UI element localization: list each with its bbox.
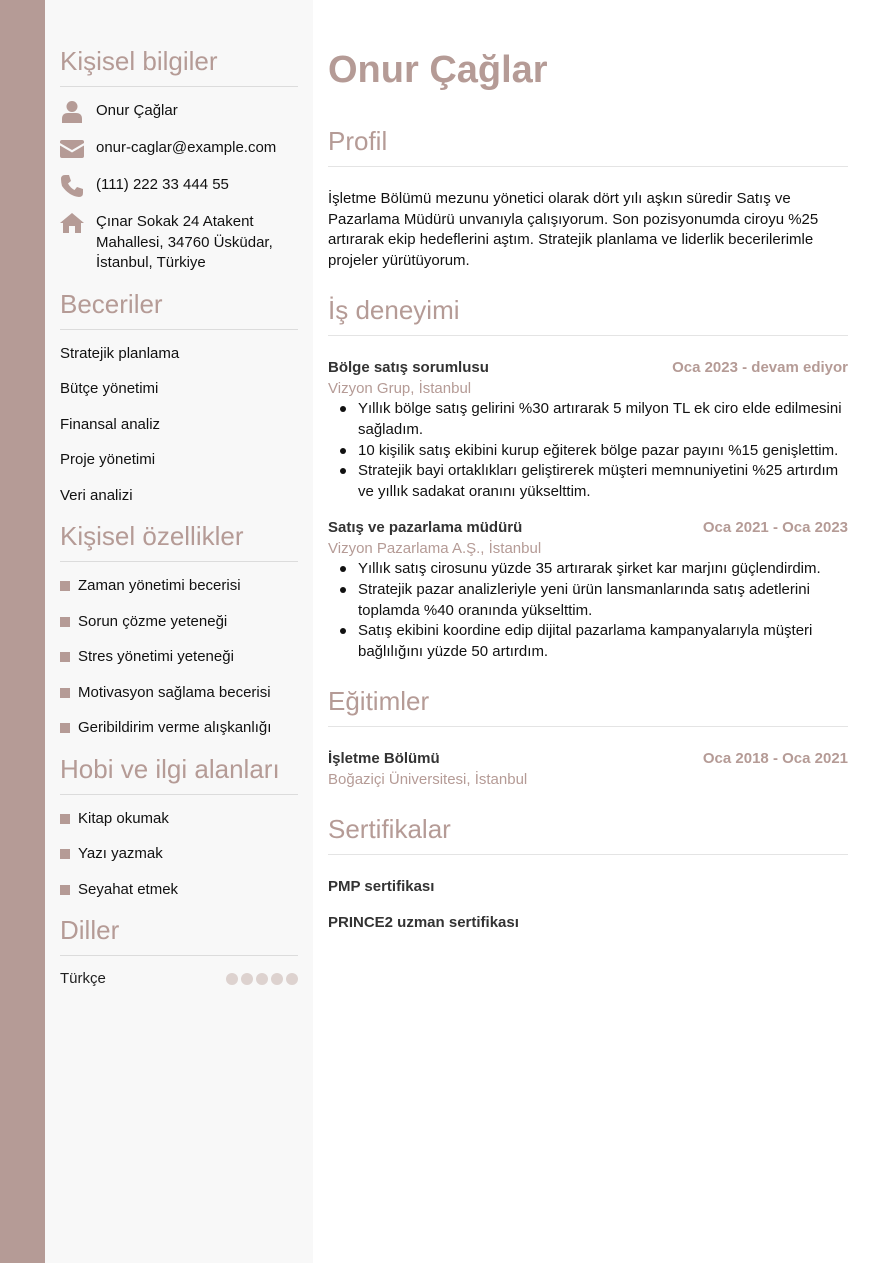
job-company: Vizyon Grup, İstanbul <box>328 379 472 397</box>
square-bullet-icon <box>60 723 70 733</box>
language-level-dots <box>226 973 298 985</box>
hobby-item <box>60 809 298 829</box>
level-dot <box>241 973 253 985</box>
skill-item: Veri analizi <box>60 486 133 504</box>
hobby-label: Yazı yazmak <box>78 845 163 862</box>
job-header <box>328 518 848 539</box>
education-section <box>328 686 848 790</box>
trait-label: Sorun çözme yeteneği <box>78 612 228 630</box>
square-bullet-icon <box>60 652 70 662</box>
square-bullet-icon <box>60 617 70 627</box>
sidebar <box>45 0 313 1263</box>
certificate-item: PMP sertifikası <box>328 878 435 896</box>
hobbies-heading: Hobi ve ilgi alanları <box>60 754 298 795</box>
education-title: İşletme Bölümü <box>328 750 440 768</box>
job-title: Bölge satış sorumlusu <box>328 359 489 377</box>
education-header <box>328 749 848 770</box>
contact-address <box>96 212 273 274</box>
level-dot <box>286 973 298 985</box>
job-title: Satış ve pazarlama müdürü <box>328 519 523 537</box>
skills-section <box>60 289 298 506</box>
job-bullet: Stratejik pazar analizleriyle yeni ürün lansmanlarında satış adetlerini toplamda %40 oranında yükselttim. <box>358 580 848 621</box>
trait-item <box>60 647 298 667</box>
personal-info-heading: Kişisel bilgiler <box>60 46 298 87</box>
languages-heading: Diller <box>60 915 298 956</box>
level-dot <box>256 973 268 985</box>
contact-email[interactable]: onur-caglar@example.com <box>96 139 277 156</box>
envelope-icon <box>60 138 84 160</box>
square-bullet-icon <box>60 814 70 824</box>
job-date: Oca 2021 - Oca 2023 <box>702 519 848 537</box>
job-entry <box>328 358 848 502</box>
skill-item: Stratejik planlama <box>60 344 180 362</box>
traits-heading: Kişisel özellikler <box>60 521 298 562</box>
user-icon <box>60 101 84 123</box>
education-date: Oca 2018 - Oca 2021 <box>702 750 848 768</box>
contact-address-row <box>60 212 298 274</box>
trait-label: Geribildirim verme alışkanlığı <box>78 719 272 736</box>
job-bullet: 10 kişilik satış ekibini kurup eğiterek bölge pazar payını %15 genişlettim. <box>358 441 848 462</box>
job-bullet: Yıllık bölge satış gelirini %30 artırarak 5 milyon TL ek ciro elde edilmesini sağladım. <box>358 399 848 440</box>
job-bullets <box>328 399 848 502</box>
certificates-section <box>328 814 848 933</box>
hobbies-section <box>60 754 298 900</box>
job-date: Oca 2023 - devam ediyor <box>672 359 848 377</box>
contact-phone[interactable]: (111) 222 33 444 55 <box>96 176 229 193</box>
experience-heading: İş deneyimi <box>328 295 848 336</box>
square-bullet-icon <box>60 688 70 698</box>
job-header <box>328 358 848 379</box>
language-name: Türkçe <box>60 970 106 987</box>
trait-item <box>60 576 298 596</box>
education-heading: Eğitimler <box>328 686 848 727</box>
candidate-name: Onur Çağlar <box>328 49 548 91</box>
level-dot <box>271 973 283 985</box>
square-bullet-icon <box>60 885 70 895</box>
square-bullet-icon <box>60 581 70 591</box>
language-row <box>60 970 298 987</box>
job-bullet: Satış ekibini koordine edip dijital pazarlama kampanyalarıyla müşteri bağlılığını yüzde 50 artırdım. <box>358 621 848 662</box>
hobby-item <box>60 880 298 900</box>
job-company: Vizyon Pazarlama A.Ş., İstanbul <box>328 539 542 557</box>
job-bullets <box>328 559 848 662</box>
square-bullet-icon <box>60 849 70 859</box>
address-line: Mahallesi, 34760 Üsküdar, <box>96 233 273 251</box>
education-entry <box>328 749 848 790</box>
trait-label: Motivasyon sağlama becerisi <box>78 683 271 701</box>
trait-item <box>60 612 298 632</box>
trait-item <box>60 718 298 738</box>
phone-icon <box>60 175 84 197</box>
languages-section <box>60 915 298 987</box>
trait-label: Stres yönetimi yeteneği <box>78 648 234 665</box>
home-icon <box>60 212 84 234</box>
skills-heading: Beceriler <box>60 289 298 330</box>
trait-item <box>60 683 298 703</box>
certificate-item: PRINCE2 uzman sertifikası <box>328 913 519 931</box>
address-line: İstanbul, Türkiye <box>96 254 206 271</box>
job-bullet: Stratejik bayi ortaklıkları geliştirerek müşteri memnuniyetini %25 artırdım ve yıllık sadakat oranını yükselttim. <box>358 461 848 502</box>
personal-info-section <box>60 46 298 274</box>
job-entry <box>328 518 848 662</box>
accent-strip <box>0 0 45 1263</box>
traits-section <box>60 521 298 738</box>
address-line: Çınar Sokak 24 Atakent <box>96 213 254 230</box>
education-school: Boğaziçi Üniversitesi, İstanbul <box>328 770 528 788</box>
main-content <box>313 0 893 1263</box>
skill-item: Bütçe yönetimi <box>60 380 159 397</box>
trait-label: Zaman yönetimi becerisi <box>78 577 241 594</box>
profile-section <box>328 126 848 271</box>
contact-email-row <box>60 138 298 160</box>
hobby-label: Seyahat etmek <box>78 880 179 898</box>
certificates-heading: Sertifikalar <box>328 814 848 855</box>
skill-item: Proje yönetimi <box>60 451 156 468</box>
skill-item: Finansal analiz <box>60 415 161 433</box>
contact-phone-row <box>60 175 298 197</box>
profile-text: İşletme Bölümü mezunu yönetici olarak dört yılı aşkın süredir Satış ve Pazarlama Müdürü unvanıyla çalışıyorum. Son pozisyonumda ciroyu %25 artırarak ekip hedeflerini aştım. Stratejik planlama ve liderlik becerilerimle projeler yürütüyorum. <box>328 190 819 269</box>
experience-section <box>328 295 848 662</box>
contact-name-row <box>60 101 298 123</box>
level-dot <box>226 973 238 985</box>
hobby-item <box>60 844 298 864</box>
hobby-label: Kitap okumak <box>78 809 169 827</box>
job-bullet: Yıllık satış cirosunu yüzde 35 artırarak şirket kar marjını güçlendirdim. <box>358 559 848 580</box>
profile-heading: Profil <box>328 126 848 167</box>
contact-name: Onur Çağlar <box>96 102 178 119</box>
